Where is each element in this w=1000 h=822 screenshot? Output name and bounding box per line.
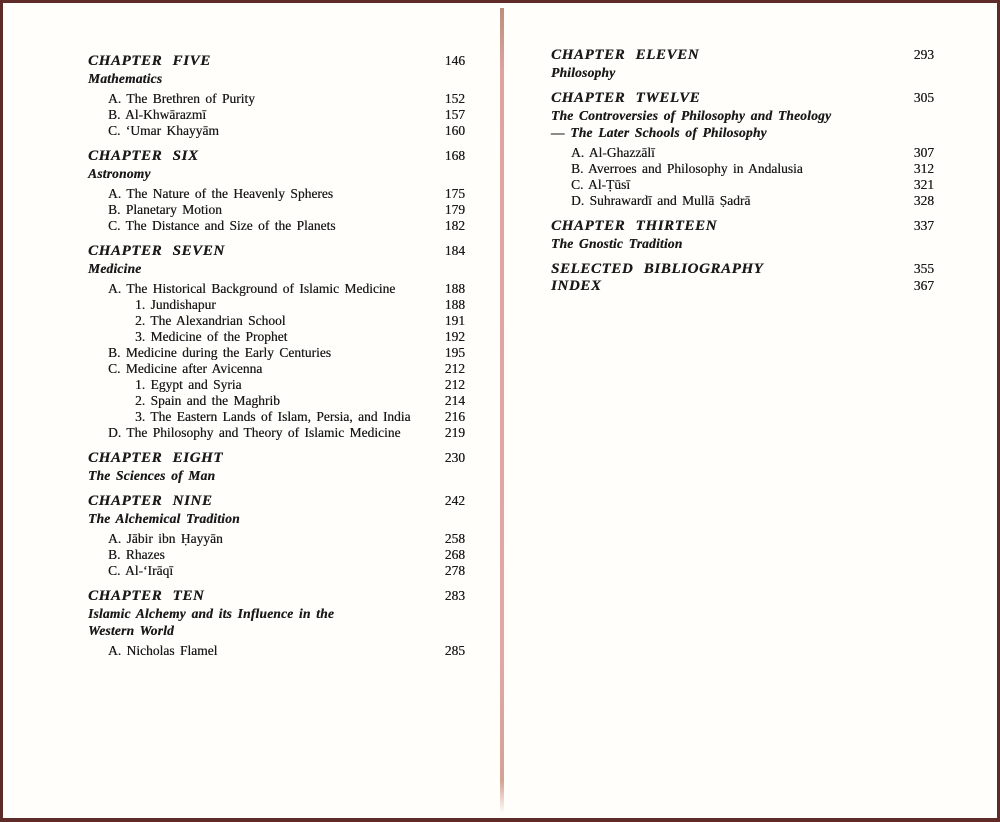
toc-entry-page-number: 182 xyxy=(444,218,465,233)
chapter-row xyxy=(88,148,465,165)
chapter-page-number: 168 xyxy=(444,148,465,163)
toc-entry xyxy=(88,281,465,297)
toc-entry-label: B. Medicine during the Early Centuries xyxy=(108,345,331,360)
chapter-subtitle: The Gnostic Tradition xyxy=(551,236,683,251)
toc-entry xyxy=(88,329,465,345)
toc-entry xyxy=(551,177,934,193)
toc-entry-label: 3. Medicine of the Prophet xyxy=(135,329,288,344)
chapter-block xyxy=(88,53,465,87)
toc-entry-label: B. Rhazes xyxy=(108,547,165,562)
toc-entry-page-number: 214 xyxy=(444,393,465,408)
chapter-block xyxy=(551,47,934,81)
toc-entry xyxy=(88,409,465,425)
toc-item-list xyxy=(88,91,465,139)
toc-entry-label: 1. Egypt and Syria xyxy=(135,377,242,392)
toc-entry-page-number: 175 xyxy=(444,186,465,201)
chapter-row xyxy=(88,53,465,70)
toc-entry-page-number: 195 xyxy=(444,345,465,360)
toc-entry-label: 2. Spain and the Maghrib xyxy=(135,393,280,408)
chapter-block xyxy=(551,278,934,295)
chapter-subtitle: Philosophy xyxy=(551,65,616,80)
toc-entry xyxy=(88,393,465,409)
chapter-heading: CHAPTER SIX xyxy=(88,148,199,164)
toc-entry xyxy=(88,643,465,659)
toc-entry-page-number: 216 xyxy=(444,409,465,424)
chapter-subtitle: The Alchemical Tradition xyxy=(88,511,240,526)
chapter-row xyxy=(551,261,934,278)
toc-entry-label: B. Al-Khwārazmī xyxy=(108,107,206,122)
toc-entry-page-number: 321 xyxy=(913,177,934,192)
toc-entry-label: C. Al-‘Irāqī xyxy=(108,563,173,578)
toc-entry-label: D. Suhrawardī and Mullā Ṣadrā xyxy=(571,193,751,208)
chapter-page-number: 184 xyxy=(444,243,465,258)
toc-entry-page-number: 278 xyxy=(444,563,465,578)
chapter-subtitle: — The Later Schools of Philosophy xyxy=(551,125,767,140)
chapter-block xyxy=(551,90,934,141)
toc-entry-label: A. Jābir ibn Ḥayyān xyxy=(108,531,223,546)
chapter-row xyxy=(88,493,465,510)
toc-entry-label: 3. The Eastern Lands of Islam, Persia, and India xyxy=(135,409,411,424)
toc-entry xyxy=(88,547,465,563)
toc-entry-page-number: 157 xyxy=(444,107,465,122)
toc-entry-page-number: 268 xyxy=(444,547,465,562)
chapter-page-number: 367 xyxy=(913,278,934,293)
chapter-subtitle: Western World xyxy=(88,623,174,638)
chapter-block xyxy=(88,450,465,484)
chapter-row xyxy=(551,218,934,235)
chapter-page-number: 146 xyxy=(444,53,465,68)
toc-entry-page-number: 307 xyxy=(913,145,934,160)
toc-entry-page-number: 328 xyxy=(913,193,934,208)
toc-entry-page-number: 191 xyxy=(444,313,465,328)
chapter-row xyxy=(88,588,465,605)
chapter-block xyxy=(88,493,465,527)
toc-entry xyxy=(88,313,465,329)
chapter-block xyxy=(551,218,934,252)
toc-entry xyxy=(551,161,934,177)
chapter-row xyxy=(551,47,934,64)
toc-entry xyxy=(551,193,934,209)
toc-entry xyxy=(88,563,465,579)
toc-entry xyxy=(88,531,465,547)
chapter-page-number: 293 xyxy=(913,47,934,62)
toc-item-list xyxy=(88,531,465,579)
left-page xyxy=(88,53,465,659)
toc-entry-page-number: 188 xyxy=(444,281,465,296)
chapter-subtitle: The Controversies of Philosophy and Theology xyxy=(551,108,832,123)
chapter-heading: CHAPTER NINE xyxy=(88,493,213,509)
toc-entry xyxy=(88,425,465,441)
chapter-heading: INDEX xyxy=(551,278,602,294)
toc-entry xyxy=(88,345,465,361)
chapter-row xyxy=(88,243,465,260)
toc-entry xyxy=(551,145,934,161)
chapter-heading: CHAPTER THIRTEEN xyxy=(551,218,718,234)
chapter-page-number: 355 xyxy=(913,261,934,276)
toc-entry-label: 1. Jundishapur xyxy=(135,297,216,312)
toc-entry xyxy=(88,91,465,107)
chapter-subtitle: Medicine xyxy=(88,261,142,276)
chapter-block xyxy=(88,588,465,639)
chapter-page-number: 242 xyxy=(444,493,465,508)
toc-entry-label: C. The Distance and Size of the Planets xyxy=(108,218,336,233)
toc-entry xyxy=(88,123,465,139)
chapter-subtitle: Astronomy xyxy=(88,166,151,181)
toc-entry-label: C. Medicine after Avicenna xyxy=(108,361,263,376)
chapter-block xyxy=(88,148,465,182)
toc-entry-page-number: 188 xyxy=(444,297,465,312)
chapter-row xyxy=(551,278,934,295)
toc-item-list xyxy=(88,281,465,441)
chapter-heading: CHAPTER FIVE xyxy=(88,53,211,69)
chapter-heading: CHAPTER TEN xyxy=(88,588,205,604)
toc-entry-label: 2. The Alexandrian School xyxy=(135,313,286,328)
chapter-page-number: 305 xyxy=(913,90,934,105)
toc-entry-page-number: 192 xyxy=(444,329,465,344)
chapter-row xyxy=(551,90,934,107)
toc-entry-page-number: 160 xyxy=(444,123,465,138)
page-spine-divider xyxy=(500,8,504,813)
toc-entry-label: A. The Brethren of Purity xyxy=(108,91,255,106)
toc-item-list xyxy=(551,145,934,209)
toc-entry-label: D. The Philosophy and Theory of Islamic Medicine xyxy=(108,425,401,440)
toc-entry xyxy=(88,361,465,377)
chapter-heading: CHAPTER ELEVEN xyxy=(551,47,700,63)
toc-entry-label: A. Al-Ghazzālī xyxy=(571,145,655,160)
toc-entry-page-number: 219 xyxy=(444,425,465,440)
chapter-subtitle: The Sciences of Man xyxy=(88,468,216,483)
toc-entry-label: B. Averroes and Philosophy in Andalusia xyxy=(571,161,803,176)
toc-entry-page-number: 212 xyxy=(444,377,465,392)
toc-entry-page-number: 212 xyxy=(444,361,465,376)
toc-entry-page-number: 285 xyxy=(444,643,465,658)
toc-entry-page-number: 312 xyxy=(913,161,934,176)
toc-entry-label: C. ‘Umar Khayyām xyxy=(108,123,219,138)
toc-entry xyxy=(88,186,465,202)
toc-entry-page-number: 179 xyxy=(444,202,465,217)
chapter-heading: CHAPTER EIGHT xyxy=(88,450,224,466)
toc-entry-label: C. Al-Ṭūsī xyxy=(571,177,631,192)
toc-entry-label: A. Nicholas Flamel xyxy=(108,643,218,658)
toc-entry-label: A. The Historical Background of Islamic Medicine xyxy=(108,281,396,296)
chapter-subtitle: Mathematics xyxy=(88,71,163,86)
chapter-block xyxy=(551,261,934,278)
chapter-heading: CHAPTER SEVEN xyxy=(88,243,225,259)
toc-entry xyxy=(88,107,465,123)
right-page xyxy=(551,47,934,295)
chapter-page-number: 283 xyxy=(444,588,465,603)
chapter-page-number: 230 xyxy=(444,450,465,465)
toc-item-list xyxy=(88,643,465,659)
toc-item-list xyxy=(88,186,465,234)
toc-entry xyxy=(88,377,465,393)
toc-entry-label: A. The Nature of the Heavenly Spheres xyxy=(108,186,334,201)
chapter-heading: CHAPTER TWELVE xyxy=(551,90,701,106)
chapter-row xyxy=(88,450,465,467)
chapter-heading: SELECTED BIBLIOGRAPHY xyxy=(551,261,764,277)
toc-entry xyxy=(88,218,465,234)
chapter-subtitle: Islamic Alchemy and its Influence in the xyxy=(88,606,335,621)
chapter-block xyxy=(88,243,465,277)
toc-entry-page-number: 152 xyxy=(444,91,465,106)
toc-entry xyxy=(88,297,465,313)
toc-entry-page-number: 258 xyxy=(444,531,465,546)
chapter-page-number: 337 xyxy=(913,218,934,233)
toc-entry-label: B. Planetary Motion xyxy=(108,202,222,217)
toc-entry xyxy=(88,202,465,218)
